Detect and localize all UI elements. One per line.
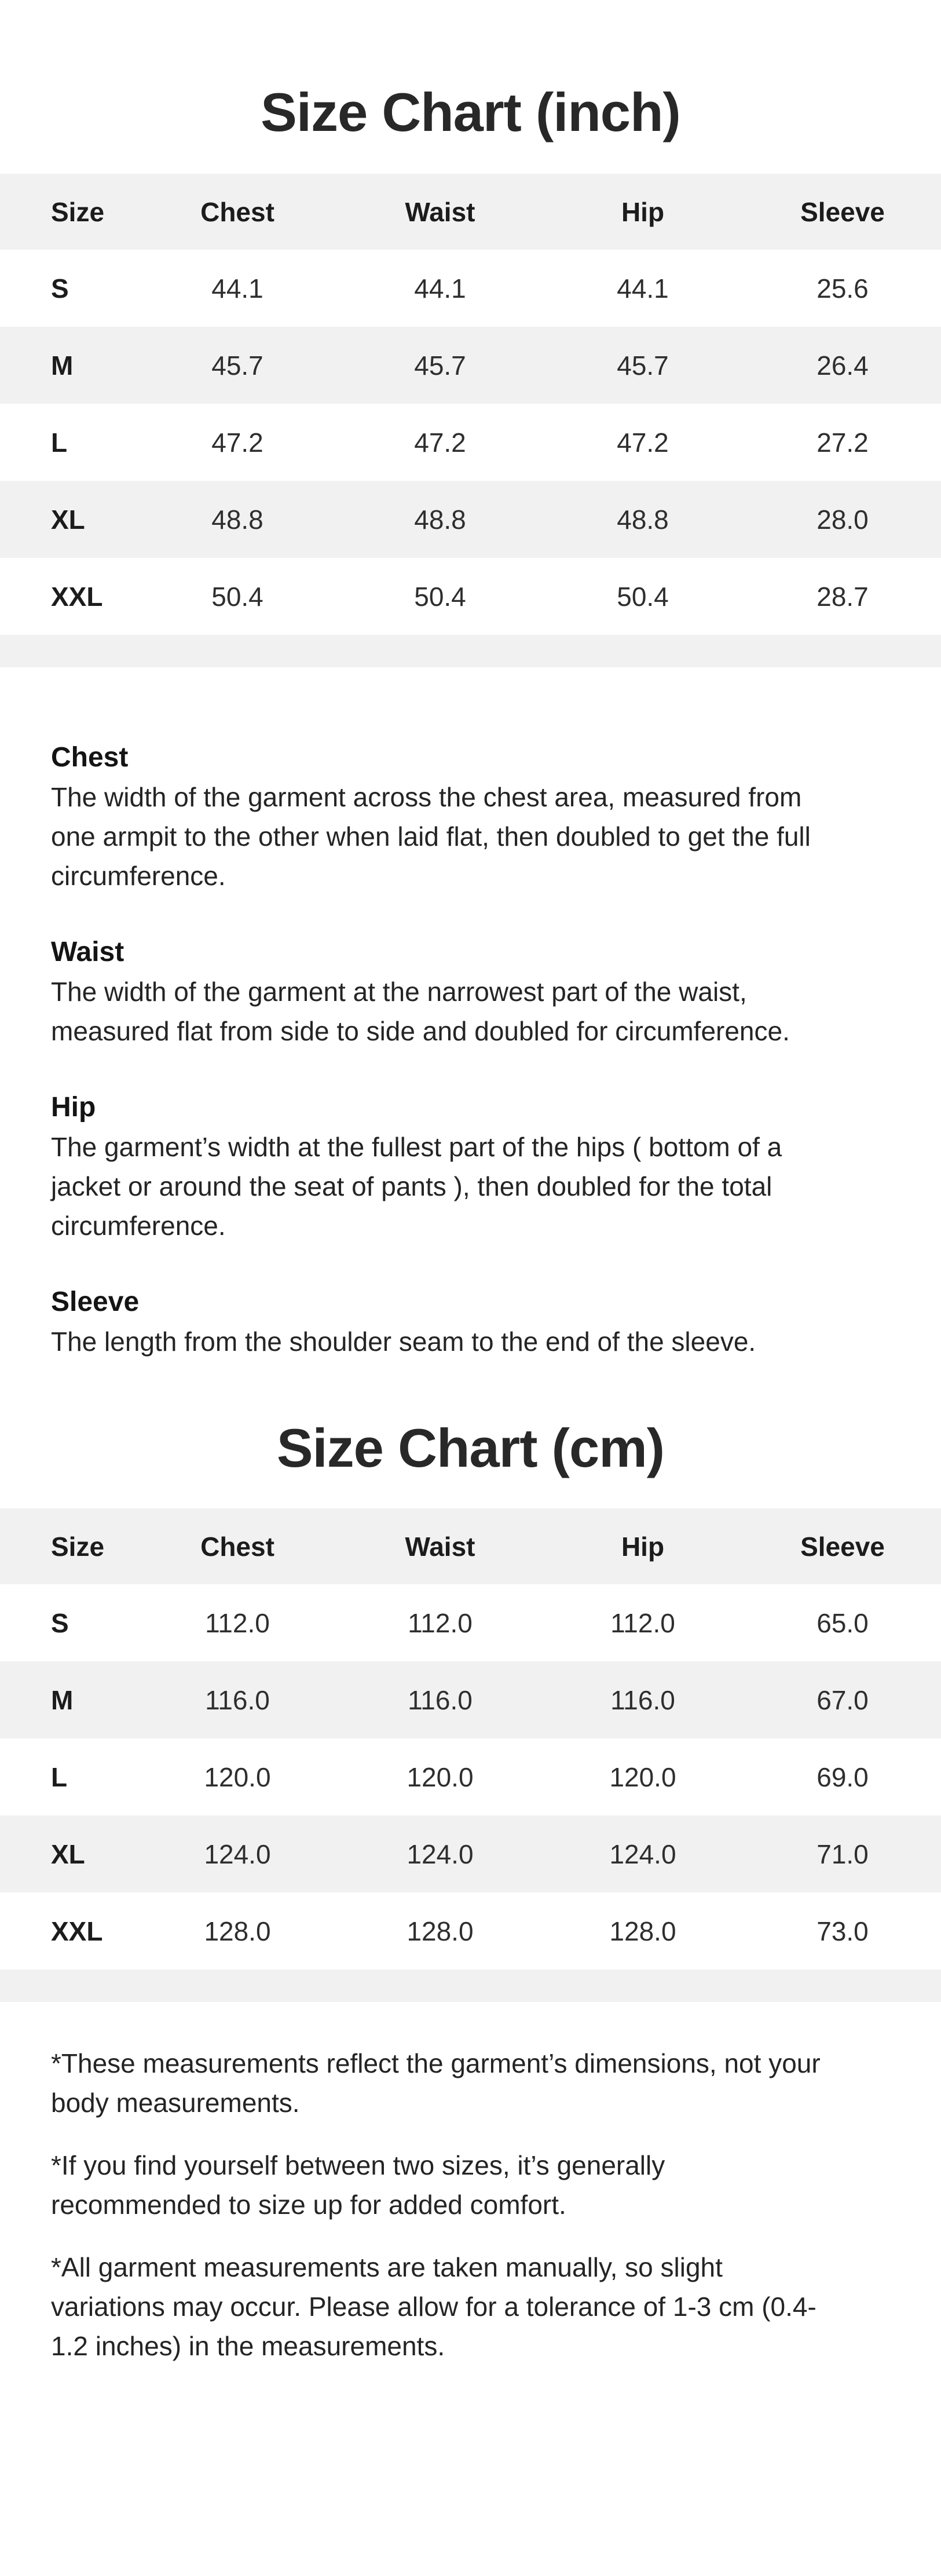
inch-col-header-hip: Hip [621,196,665,227]
size-cell: XXL [51,1916,103,1946]
definition-term: Hip [51,1092,96,1123]
value-cell: 45.7 [617,350,669,381]
size-cell: XL [51,504,85,535]
cm-col-header-size: Size [51,1531,105,1562]
value-cell: 65.0 [816,1607,869,1638]
value-cell: 27.2 [816,427,869,458]
value-cell: 44.1 [211,273,263,304]
value-cell: 50.4 [617,581,669,612]
cm-size-table [0,1508,941,2002]
value-cell: 112.0 [610,1607,675,1638]
definition-description: The garment’s width at the fullest part of the hips ( bottom of a jacket or around the seat of pants ), then doubled for the total circumference. [51,1132,782,1241]
value-cell: 128.0 [204,1916,271,1946]
cm-col-header-chest: Chest [200,1531,274,1562]
size-cell: S [51,1607,69,1638]
value-cell: 45.7 [414,350,466,381]
value-cell: 128.0 [609,1916,676,1946]
value-cell: 128.0 [407,1916,474,1946]
cm-col-header-waist: Waist [405,1531,475,1562]
cm-chart-title: Size Chart (cm) [276,1417,665,1479]
size-guide-page [0,81,941,2576]
table-row-xl [0,481,941,558]
table-row-l [0,1738,941,1815]
definition-term: Sleeve [51,1287,140,1318]
table-row-xl [0,1815,941,1892]
value-cell: 28.0 [816,504,869,535]
footnote-garment-dimensions: *These measurements reflect the garment’s dimensions, not your body measurements. [51,2048,821,2118]
value-cell: 120.0 [407,1762,474,1792]
value-cell: 48.8 [211,504,263,535]
value-cell: 112.0 [408,1607,473,1638]
value-cell: 45.7 [211,350,263,381]
table-row-m [0,1661,941,1738]
value-cell: 124.0 [407,1839,474,1869]
table-row-m [0,327,941,404]
size-cell: L [51,1762,68,1792]
inch-table-footer-bar [0,635,941,667]
value-cell: 73.0 [816,1916,869,1946]
value-cell: 48.8 [617,504,669,535]
value-cell: 120.0 [609,1762,676,1792]
value-cell: 50.4 [414,581,466,612]
value-cell: 44.1 [617,273,669,304]
value-cell: 120.0 [204,1762,271,1792]
measurement-definitions [51,738,839,1361]
table-row-l [0,404,941,481]
size-cell: XXL [51,581,103,612]
footnote-tolerance: *All garment measurements are taken manually, so slight variations may occur. Please allow for a tolerance of 1-3 cm (0.4-1.2 inches) in the measurements. [51,2252,816,2362]
value-cell: 112.0 [205,1607,270,1638]
footnotes-section [51,2044,840,2434]
definition-term: Waist [51,937,125,968]
value-cell: 50.4 [211,581,263,612]
definition-sleeve [51,1282,839,1361]
value-cell: 26.4 [816,350,869,381]
value-cell: 47.2 [414,427,466,458]
value-cell: 67.0 [816,1685,869,1715]
definition-term: Chest [51,742,129,773]
table-row-s [0,250,941,327]
value-cell: 124.0 [204,1839,271,1869]
inch-chart-title: Size Chart (inch) [261,82,680,142]
value-cell: 116.0 [610,1685,675,1715]
table-row-s [0,1584,941,1661]
definition-description: The width of the garment across the chest area, measured from one armpit to the other when laid flat, then doubled to get the full circumference. [51,782,811,891]
value-cell: 71.0 [816,1839,869,1869]
inch-col-header-size: Size [51,196,105,227]
size-cell: M [51,1685,74,1715]
cm-col-header-sleeve: Sleeve [800,1531,885,1562]
inch-chart-section [0,81,941,667]
definition-waist [51,933,839,1051]
value-cell: 69.0 [816,1762,869,1792]
inch-table-header-row [0,174,941,250]
size-cell: L [51,427,68,458]
value-cell: 116.0 [205,1685,270,1715]
cm-table-header-row [0,1508,941,1584]
inch-size-table [0,174,941,667]
value-cell: 124.0 [609,1839,676,1869]
value-cell: 48.8 [414,504,466,535]
definition-chest [51,738,839,896]
value-cell: 28.7 [816,581,869,612]
value-cell: 116.0 [408,1685,473,1715]
value-cell: 25.6 [816,273,869,304]
definition-hip [51,1088,839,1245]
inch-col-header-sleeve: Sleeve [800,196,885,227]
value-cell: 47.2 [211,427,263,458]
size-cell: M [51,350,74,381]
size-cell: S [51,273,69,304]
footnote-between-sizes: *If you find yourself between two sizes, it’s generally recommended to size up for added comfort. [51,2150,665,2220]
cm-col-header-hip: Hip [621,1531,665,1562]
value-cell: 47.2 [617,427,669,458]
table-row-xxl [0,1892,941,1970]
cm-table-footer-bar [0,1970,941,2002]
table-row-xxl [0,558,941,635]
size-cell: XL [51,1839,85,1869]
definition-description: The length from the shoulder seam to the end of the sleeve. [51,1327,756,1357]
inch-col-header-chest: Chest [200,196,274,227]
cm-chart-section [0,1417,941,2002]
value-cell: 44.1 [414,273,466,304]
inch-col-header-waist: Waist [405,196,475,227]
definition-description: The width of the garment at the narrowest part of the waist, measured flat from side to side and doubled for circumference. [51,977,790,1047]
